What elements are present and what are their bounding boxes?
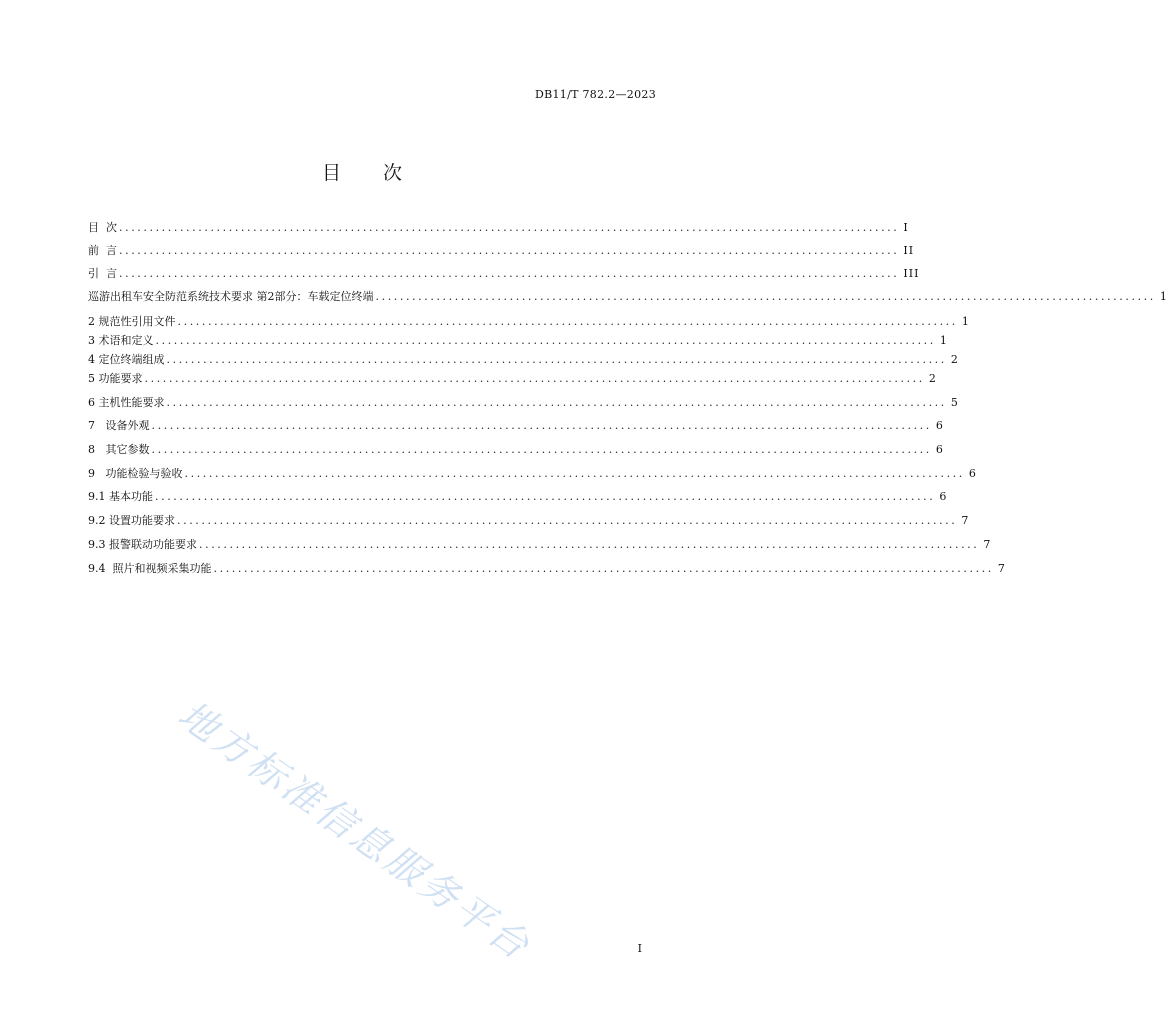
toc-entry-page: 1 (939, 334, 948, 347)
toc-entry[interactable] (88, 418, 944, 434)
toc-entry-label: 前 言 (88, 244, 117, 257)
toc-entry[interactable] (88, 289, 1168, 305)
toc-entry[interactable] (88, 442, 944, 458)
toc-entry[interactable] (88, 395, 959, 411)
toc-entry-label: 3 术语和定义 (88, 334, 154, 347)
toc-entry-page: 2 (928, 372, 937, 385)
toc-entry[interactable] (88, 314, 970, 330)
toc-entry-label: 9.4 照片和视频采集功能 (88, 562, 212, 575)
toc-entry[interactable] (88, 371, 937, 387)
toc-entry-label: 9.1 基本功能 (88, 490, 153, 503)
toc-entry-label: 8 其它参数 (88, 443, 150, 456)
page-number: I (637, 942, 642, 955)
toc-leader-dots: ................................................................................................................................ (177, 315, 958, 328)
toc-entry-page: III (903, 267, 920, 280)
toc-entry-label: 6 主机性能要求 (88, 396, 165, 409)
toc-leader-dots: ................................................................................................................................ (119, 267, 900, 280)
toc-entry[interactable] (88, 561, 1006, 577)
standard-code: DB11/T 782.2—2023 (534, 88, 656, 101)
toc-entry[interactable] (88, 489, 948, 505)
toc-entry-label: 巡游出租车安全防范系统技术要求 第2部分：车载定位终端 (88, 290, 374, 303)
toc-entry[interactable] (88, 466, 977, 482)
toc-entry-label: 目 次 (88, 221, 117, 234)
toc-entry-page: 7 (983, 538, 992, 551)
toc-entry-page: 6 (968, 467, 977, 480)
toc-entry-page: 1 (961, 315, 970, 328)
toc-leader-dots: ................................................................................................................................ (155, 490, 936, 503)
toc-entry[interactable] (88, 266, 920, 282)
toc-entry[interactable] (88, 333, 948, 349)
page-title: 目 次 (321, 162, 421, 184)
toc-leader-dots: ................................................................................................................................ (151, 419, 932, 432)
toc-entry-page: 6 (939, 490, 948, 503)
toc-entry[interactable] (88, 243, 915, 259)
watermark: 地方标准信息服务平台 (170, 692, 540, 970)
toc-entry-page: 7 (997, 562, 1006, 575)
toc-entry[interactable] (88, 352, 959, 368)
toc-leader-dots: ................................................................................................................................ (151, 443, 932, 456)
toc-leader-dots: ................................................................................................................................ (199, 538, 980, 551)
toc-leader-dots: ................................................................................................................................ (166, 353, 947, 366)
toc-leader-dots: ................................................................................................................................ (184, 467, 965, 480)
toc-leader-dots: ................................................................................................................................ (119, 244, 900, 257)
toc-entry-label: 9.3 报警联动功能要求 (88, 538, 197, 551)
toc-entry-page: I (903, 221, 909, 234)
toc-entry-page: 6 (935, 443, 944, 456)
toc-entry-page: 5 (950, 396, 959, 409)
toc-leader-dots: ................................................................................................................................ (119, 221, 900, 234)
toc-entry-label: 2 规范性引用文件 (88, 315, 176, 328)
toc-entry-page: 6 (935, 419, 944, 432)
toc-entry[interactable] (88, 220, 909, 236)
toc-entry-page: 7 (961, 514, 970, 527)
toc-leader-dots: ................................................................................................................................ (213, 562, 994, 575)
toc-leader-dots: ................................................................................................................................ (144, 372, 925, 385)
toc-leader-dots: ................................................................................................................................ (177, 514, 958, 527)
toc-entry[interactable] (88, 537, 992, 553)
toc-entry-label: 9 功能检验与验收 (88, 467, 183, 480)
toc-entry-page: II (903, 244, 915, 257)
toc-leader-dots: ................................................................................................................................ (375, 290, 1156, 303)
toc-entry-page: 2 (950, 353, 959, 366)
toc-leader-dots: ................................................................................................................................ (155, 334, 936, 347)
toc-leader-dots: ................................................................................................................................ (166, 396, 947, 409)
toc-entry-label: 4 定位终端组成 (88, 353, 165, 366)
toc-entry-label: 9.2 设置功能要求 (88, 514, 175, 527)
toc-entry-label: 引 言 (88, 267, 117, 280)
toc-entry-page: 1 (1159, 290, 1168, 303)
toc-entry-label: 5 功能要求 (88, 372, 143, 385)
toc-entry[interactable] (88, 513, 970, 529)
toc-entry-label: 7 设备外观 (88, 419, 150, 432)
